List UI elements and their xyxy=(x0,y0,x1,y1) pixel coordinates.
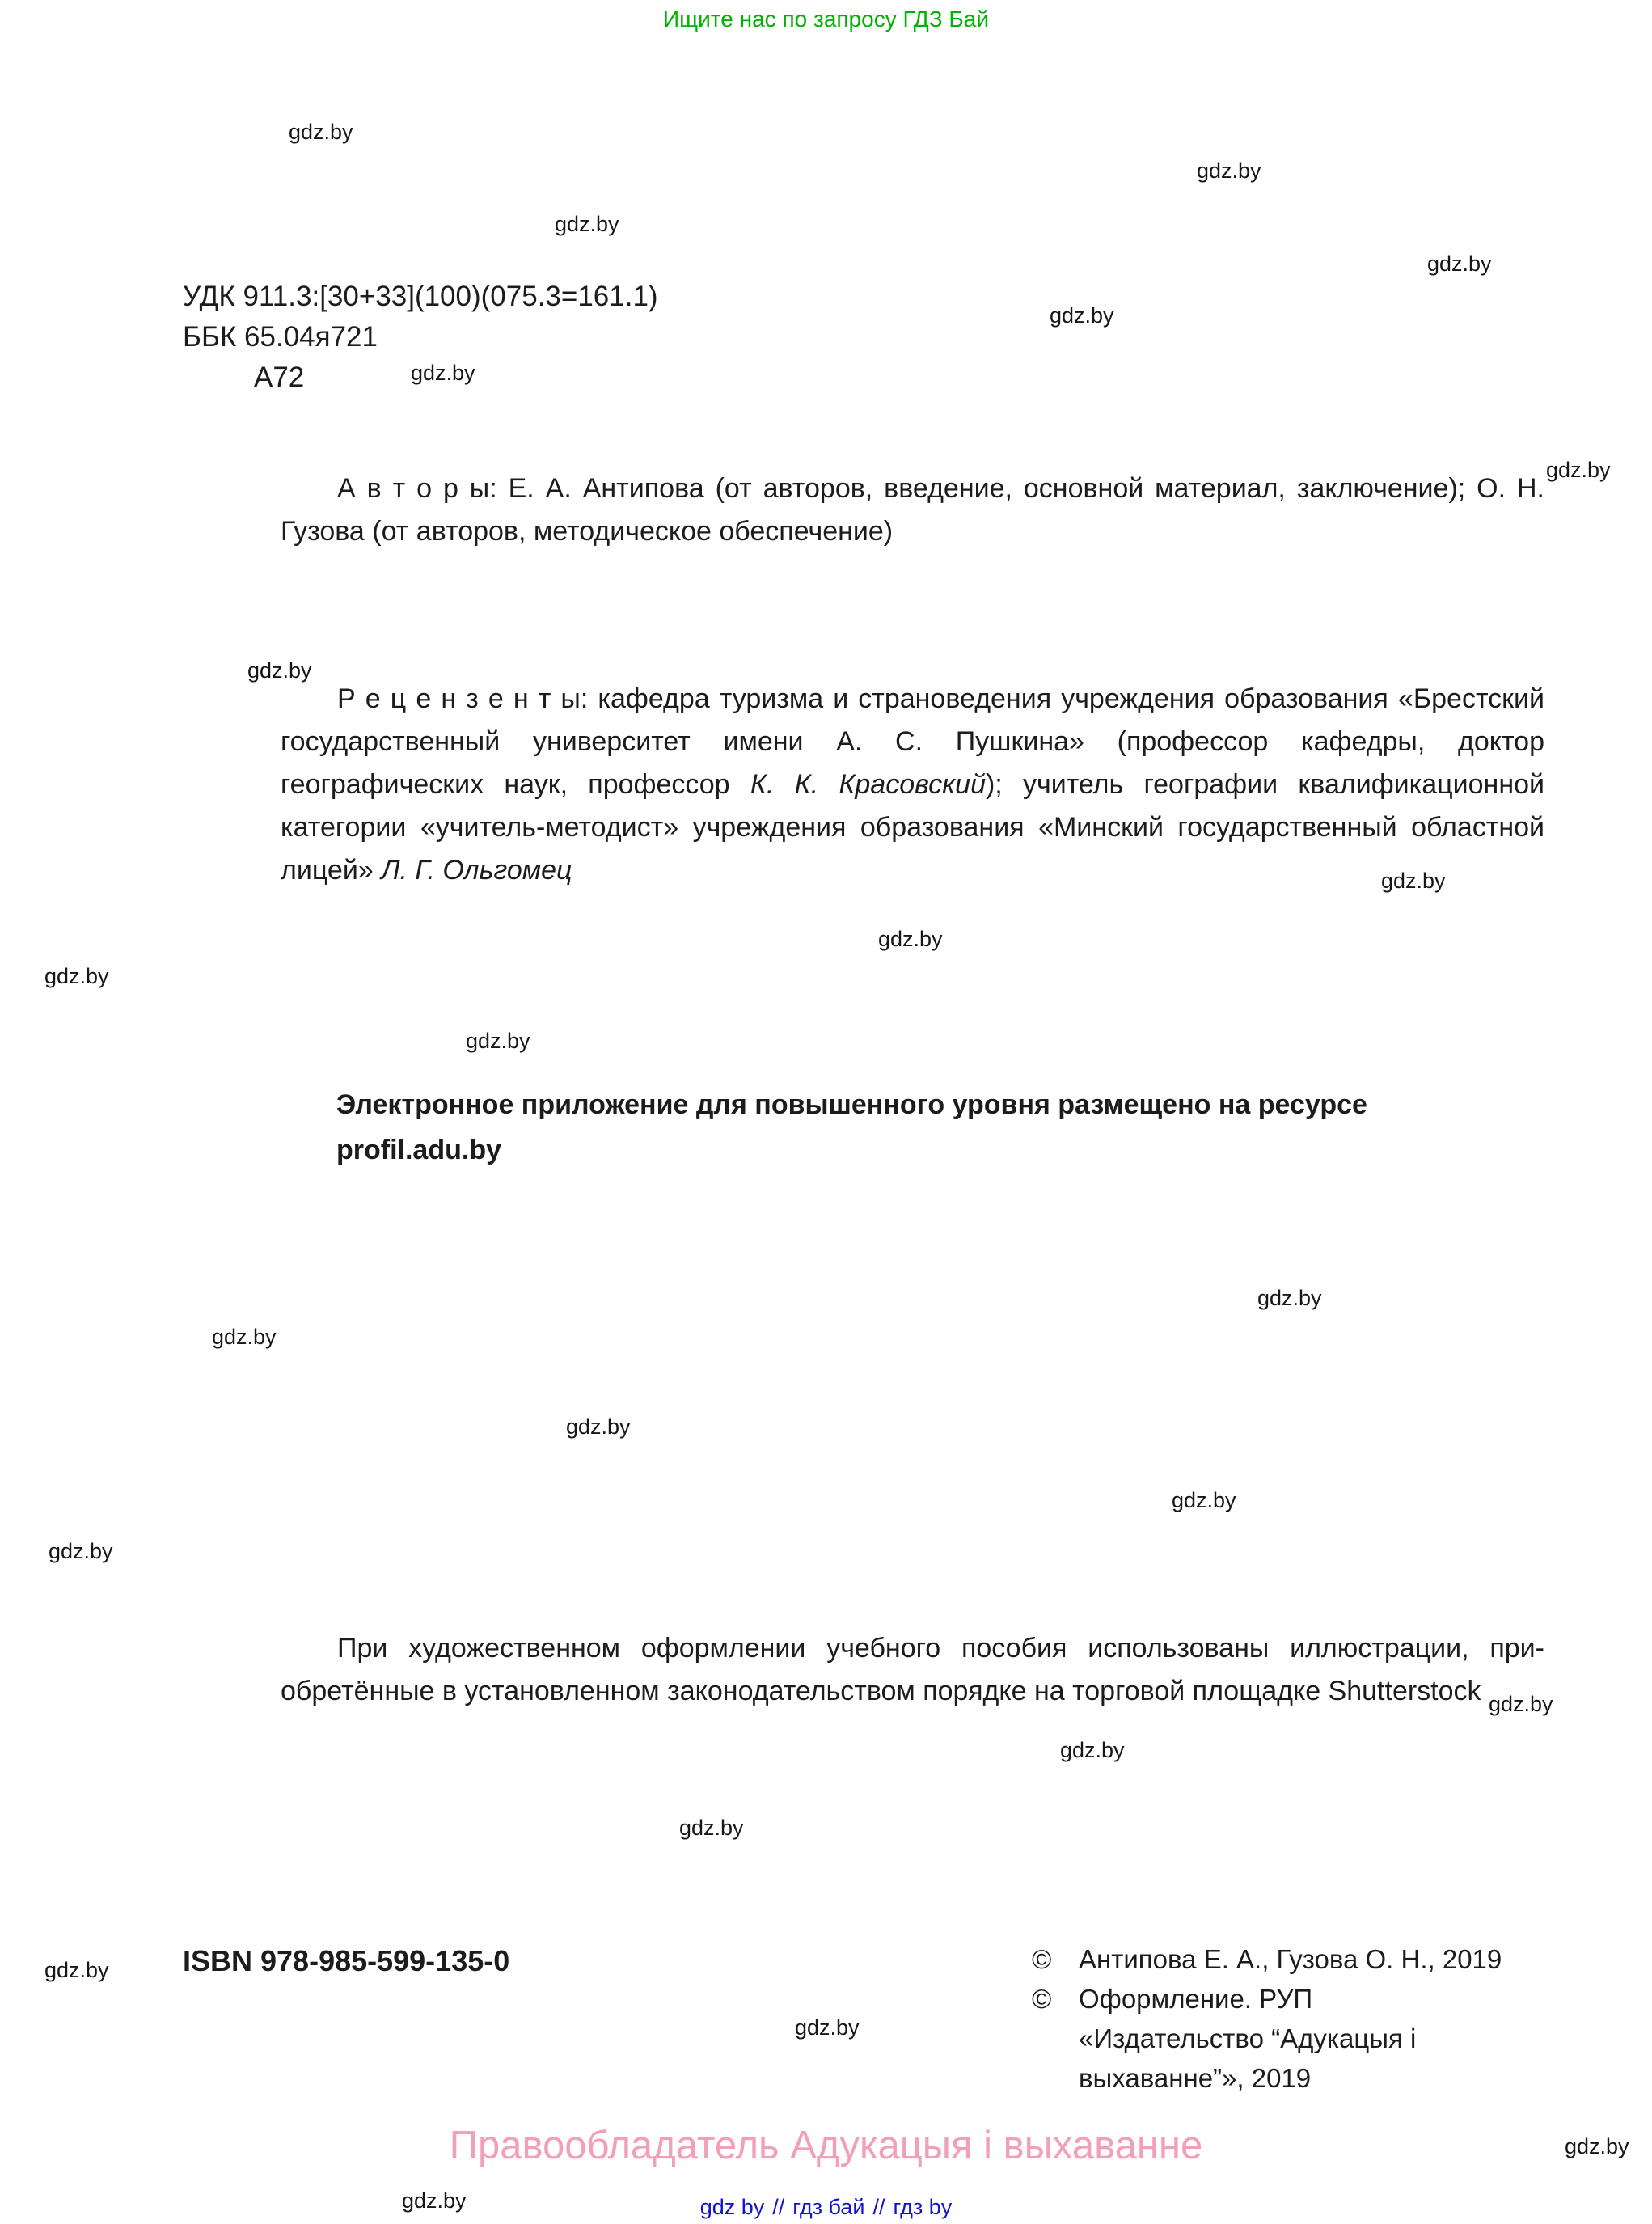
watermark: gdz.by xyxy=(1197,159,1261,183)
reviewer-name-italic: К. К. Красовский xyxy=(750,769,986,800)
copyright-publisher-text: Оформление. РУП «Издательство “Адукацыя і выхаванне”», 2019 xyxy=(1079,1984,1417,2093)
copyright-row-publisher xyxy=(1032,1979,1502,2098)
watermark: gdz.by xyxy=(555,212,619,236)
watermark: gdz.by xyxy=(1565,2134,1629,2158)
promo-header: Ищите нас по запросу ГДЗ Бай xyxy=(662,6,990,32)
illustrations-note: При художественном оформлении учебного пособия использованы иллюстрации, приобретённые в установленном законодательством порядке на торговой площадке Shutterstock xyxy=(281,1633,1544,1706)
footer-separator: // xyxy=(772,2195,785,2219)
watermark: gdz.by xyxy=(411,361,475,385)
footer-separator: // xyxy=(872,2195,885,2219)
watermark: gdz.by xyxy=(402,2188,467,2213)
reviewers-text: ); учитель географии квалификационной категории «учитель-методист» учреждения образования «Минский государственный областной лицей» xyxy=(281,769,1545,886)
copyright-symbol: © xyxy=(1032,1944,1052,1974)
isbn: ISBN 978-985-599-135-0 xyxy=(183,1944,510,1977)
copyright-authors-text: Антипова Е. А., Гузова О. Н., 2019 xyxy=(1079,1944,1502,1974)
author-sign-code: А72 xyxy=(254,362,305,393)
rights-holder-note: Правообладатель Адукацыя і выхаванне xyxy=(449,2124,1203,2167)
watermark: gdz.by xyxy=(44,1958,109,1982)
e-supplement-note: Электронное приложение для повышенного уровня размещено на ресурсе profil.adu.by xyxy=(336,1089,1367,1165)
watermark: gdz.by xyxy=(1427,252,1492,276)
reviewers-paragraph xyxy=(281,678,1544,892)
footer-link-gdz-by[interactable]: gdz by xyxy=(699,2195,765,2219)
authors-paragraph: А в т о р ы: Е. А. Антипова (от авторов, введение, основной материал, заключение); О. Н. Гузова (от авторов, методическое обеспечение) xyxy=(281,473,1544,547)
watermark: gdz.by xyxy=(878,927,943,951)
udk-line: УДК 911.3:[30+33](100)(075.3=161.1) xyxy=(183,281,658,312)
reviewer-name-italic: Л. Г. Ольгомец xyxy=(381,855,572,886)
footer-links xyxy=(0,2195,1652,2220)
watermark: gdz.by xyxy=(212,1325,277,1349)
copyright-row-authors xyxy=(1032,1939,1502,1979)
udk-block xyxy=(183,277,658,398)
bbk-line: ББК 65.04я721 xyxy=(183,321,378,353)
copyright-block xyxy=(1032,1939,1502,2098)
footer-link-gdz-bai[interactable]: гдз бай xyxy=(792,2195,865,2219)
footer-link-gdz-by-cyr[interactable]: гдз by xyxy=(893,2195,953,2219)
watermark: gdz.by xyxy=(679,1816,744,1840)
watermark: gdz.by xyxy=(1546,458,1611,482)
watermark: gdz.by xyxy=(49,1539,113,1563)
watermark: gdz.by xyxy=(44,964,109,988)
watermark: gdz.by xyxy=(289,120,353,144)
watermark: gdz.by xyxy=(247,658,312,683)
watermark: gdz.by xyxy=(1172,1488,1236,1512)
watermark: gdz.by xyxy=(795,2015,860,2040)
watermark: gdz.by xyxy=(1257,1286,1322,1310)
watermark: gdz.by xyxy=(1050,303,1114,328)
watermark: gdz.by xyxy=(566,1414,631,1439)
watermark: gdz.by xyxy=(1060,1738,1125,1762)
reviewers-text: Р е ц е н з е н т ы: кафедра туризма и страноведения учреждения образования «Брестский государственный университет имени А. С. Пушкина» (профессор кафедры, доктор географических наук, профессор xyxy=(281,683,1544,800)
copyright-symbol: © xyxy=(1032,1984,1052,2014)
watermark: gdz.by xyxy=(1489,1692,1553,1716)
watermark: gdz.by xyxy=(466,1029,530,1053)
watermark: gdz.by xyxy=(1381,869,1446,893)
